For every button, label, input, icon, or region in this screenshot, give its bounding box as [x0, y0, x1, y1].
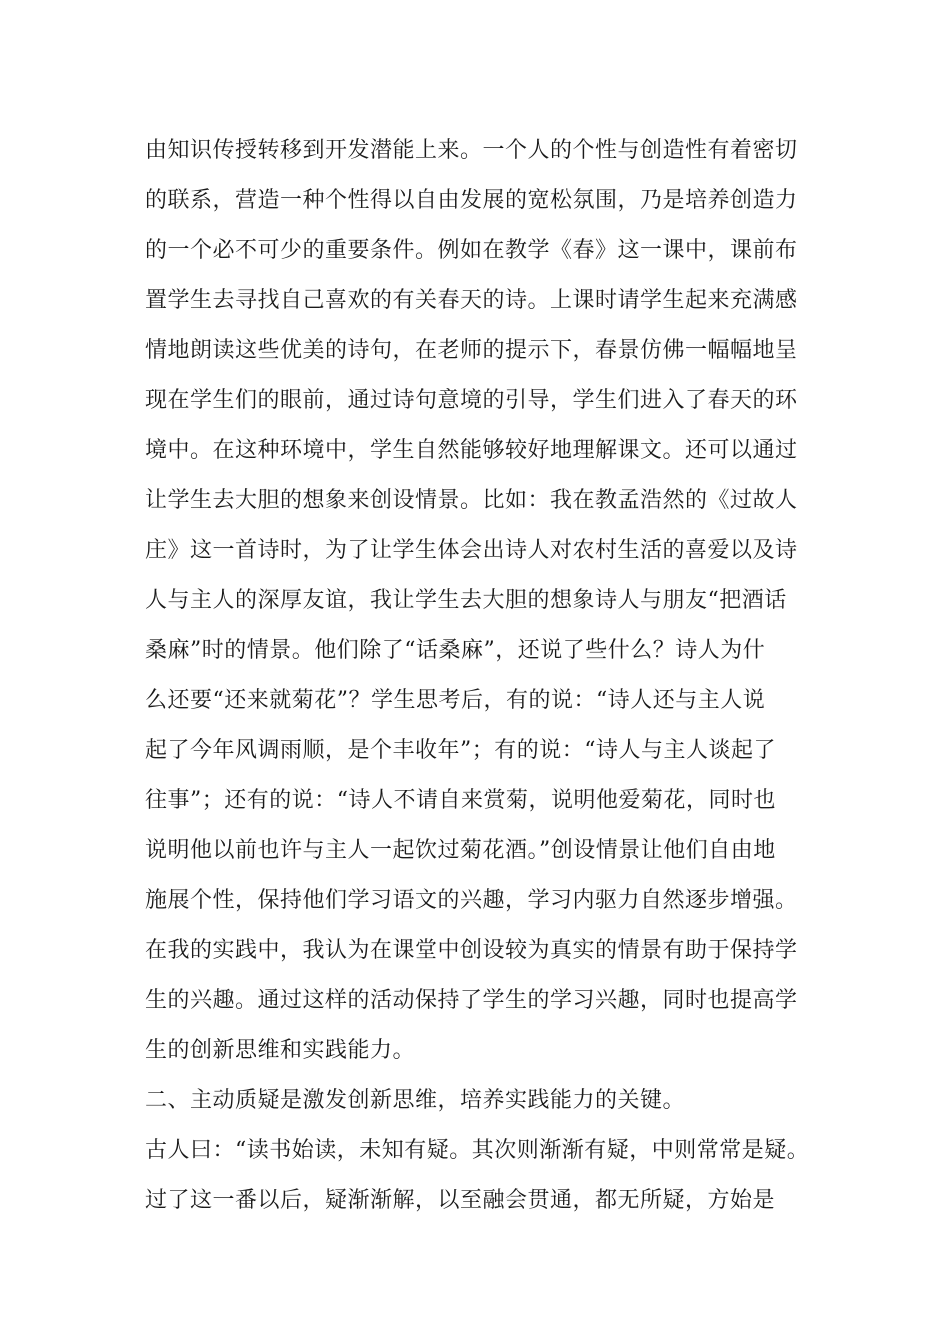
- text-line: 情地朗读这些优美的诗句，在老师的提示下，春景仿佛一幅幅地呈: [145, 338, 798, 363]
- text-line: 生的兴趣。通过这样的活动保持了学生的学习兴趣，同时也提高学: [145, 988, 798, 1013]
- text-line: 么还要“还来就菊花”？学生思考后，有的说：“诗人还与主人说: [145, 688, 766, 713]
- text-line: 境中。在这种环境中，学生自然能够较好地理解课文。还可以通过: [145, 438, 798, 463]
- text-line: 说明他以前也许与主人一起饮过菊花酒。”创设情景让他们自由地: [145, 838, 776, 863]
- section-heading: 二、主动质疑是激发创新思维，培养实践能力的关键。: [145, 1088, 686, 1113]
- text-line: 让学生去大胆的想象来创设情景。比如：我在教孟浩然的《过故人: [145, 488, 798, 513]
- text-line: 现在学生们的眼前，通过诗句意境的引导，学生们进入了春天的环: [145, 388, 798, 413]
- text-line: 过了这一番以后，疑渐渐解，以至融会贯通，都无所疑，方始是: [145, 1188, 776, 1213]
- text-line: 庄》这一首诗时，为了让学生体会出诗人对农村生活的喜爱以及诗: [145, 538, 798, 563]
- text-line: 往事”；还有的说：“诗人不请自来赏菊，说明他爱菊花，同时也: [145, 788, 776, 813]
- text-line: 古人曰：“读书始读，未知有疑。其次则渐渐有疑，中则常常是疑。: [145, 1138, 810, 1163]
- text-line: 在我的实践中，我认为在课堂中创设较为真实的情景有助于保持学: [145, 938, 798, 963]
- text-line: 生的创新思维和实践能力。: [145, 1038, 416, 1063]
- text-line: 起了今年风调雨顺，是个丰收年”；有的说：“诗人与主人谈起了: [145, 738, 776, 763]
- text-line: 的一个必不可少的重要条件。例如在教学《春》这一课中，课前布: [145, 238, 798, 263]
- text-line: 桑麻”时的情景。他们除了“话桑麻”，还说了些什么？诗人为什: [145, 638, 766, 663]
- text-line: 施展个性，保持他们学习语文的兴趣，学习内驱力自然逐步增强。: [145, 888, 798, 913]
- text-line: 人与主人的深厚友谊，我让学生去大胆的想象诗人与朋友“把酒话: [145, 588, 787, 613]
- text-line: 置学生去寻找自己喜欢的有关春天的诗。上课时请学生起来充满感: [145, 288, 798, 313]
- text-line: 由知识传授转移到开发潜能上来。一个人的个性与创造性有着密切: [145, 138, 798, 163]
- text-line: 的联系，营造一种个性得以自由发展的宽松氛围，乃是培养创造力: [145, 188, 798, 213]
